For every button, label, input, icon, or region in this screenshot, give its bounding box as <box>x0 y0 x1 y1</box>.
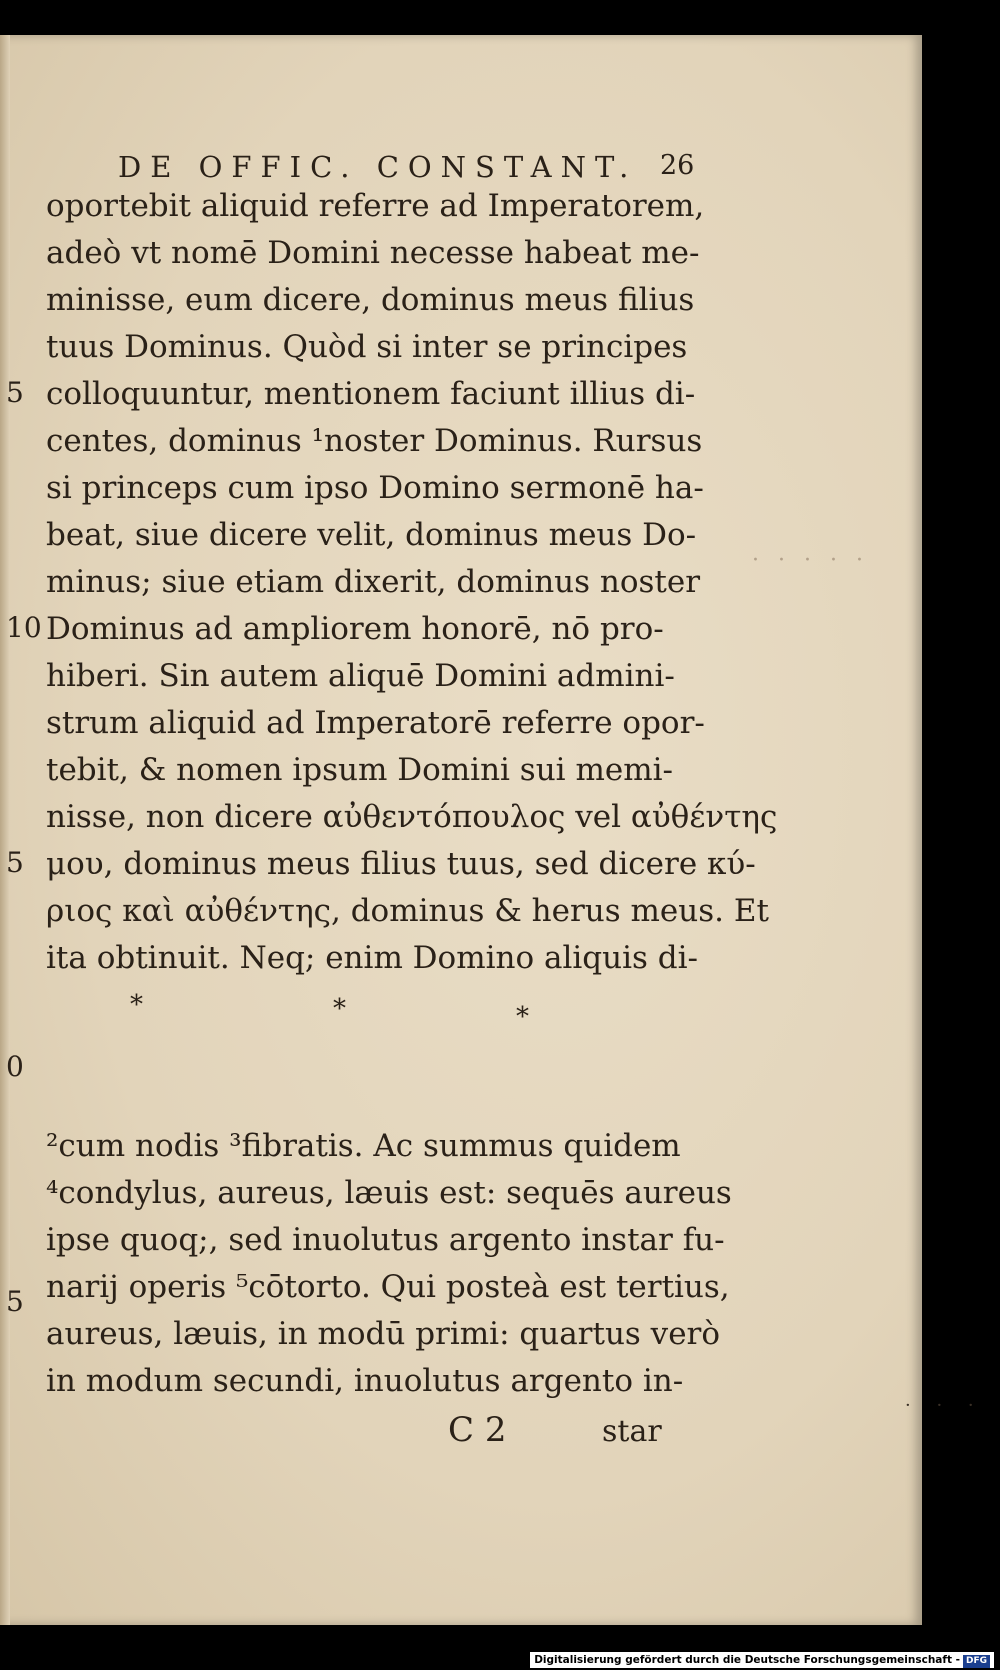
body-line: nisse, non dicere αὐθεντόπουλος vel αὐθέντης <box>46 799 778 835</box>
body-line: ριος καὶ αὐθέντης, dominus & herus meus. Et <box>46 893 769 929</box>
star: * <box>516 1002 529 1032</box>
note-line: narij operis ⁵cōtorto. Qui posteà est tertius, <box>46 1269 730 1305</box>
line-number: 10 <box>6 611 42 644</box>
body-line: μου, dominus meus filius tuus, sed dicere κύ- <box>46 846 756 882</box>
body-line: adeò vt nomē Domini necesse habeat me- <box>46 235 700 271</box>
body-line: strum aliquid ad Imperatorē referre opor- <box>46 705 705 741</box>
faint-margin-note: · · · · · <box>752 548 869 573</box>
body-line: beat, siue dicere velit, dominus meus Do- <box>46 517 697 553</box>
body-line: centes, dominus ¹noster Dominus. Rursus <box>46 423 703 459</box>
dfg-logo-icon: DFG <box>963 1655 990 1668</box>
note-line: ipse quoq;, sed inuolutus argento instar fu- <box>46 1222 725 1258</box>
funding-footer <box>530 1652 994 1668</box>
line-number: 5 <box>6 846 24 879</box>
folio-number: 26 <box>660 150 695 181</box>
edge-dots: · · · <box>905 1395 984 1416</box>
line-number: 5 <box>6 376 24 409</box>
footer-text: Digitalisierung gefördert durch die Deutsche Forschungsgemeinschaft - <box>534 1654 960 1666</box>
signature-mark: C 2 <box>448 1410 507 1450</box>
page-edge <box>0 35 10 1625</box>
body-line: minisse, eum dicere, dominus meus filius <box>46 282 695 318</box>
note-line: ⁴condylus, aureus, læuis est: sequēs aureus <box>46 1175 732 1211</box>
line-number: 0 <box>6 1050 24 1083</box>
omission-stars <box>0 990 600 1032</box>
note-line: ²cum nodis ³fibratis. Ac summus quidem <box>46 1128 681 1164</box>
line-number: 5 <box>6 1285 24 1318</box>
body-line: minus; siue etiam dixerit, dominus noster <box>46 564 701 600</box>
body-line: si princeps cum ipso Domino sermonē ha- <box>46 470 704 506</box>
star: * <box>130 990 143 1020</box>
catchword: star <box>602 1414 662 1449</box>
note-line: aureus, læuis, in modū primi: quartus verò <box>46 1316 721 1352</box>
body-line: Dominus ad ampliorem honorē, nō pro- <box>46 611 664 647</box>
body-line: colloquuntur, mentionem faciunt illius di- <box>46 376 696 412</box>
note-line: in modum secundi, inuolutus argento in- <box>46 1363 684 1399</box>
body-line: tuus Dominus. Quòd si inter se principes <box>46 329 688 365</box>
body-line: tebit, & nomen ipsum Domini sui memi- <box>46 752 673 788</box>
star: * <box>333 994 346 1024</box>
body-line: hiberi. Sin autem aliquē Domini admini- <box>46 658 675 694</box>
body-line: oportebit aliquid referre ad Imperatorem, <box>46 188 705 224</box>
running-head: DE OFFIC. CONSTANT. <box>118 150 638 184</box>
body-line: ita obtinuit. Neq; enim Domino aliquis di- <box>46 940 699 976</box>
